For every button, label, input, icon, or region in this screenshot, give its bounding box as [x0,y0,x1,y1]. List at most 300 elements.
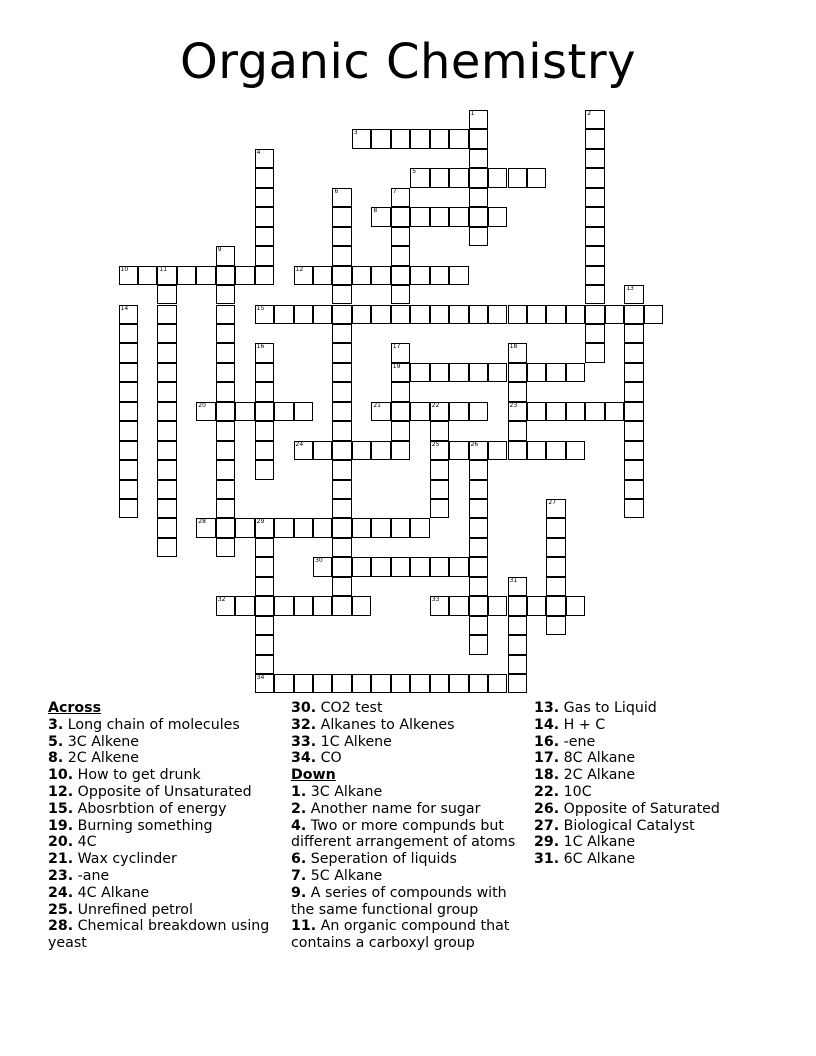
grid-cell[interactable] [294,266,313,285]
grid-cell[interactable] [274,518,293,537]
grid-cell[interactable] [391,674,410,693]
grid-cell[interactable] [255,596,274,615]
grid-cell[interactable] [449,363,468,382]
grid-cell[interactable] [585,129,604,148]
grid-cell[interactable] [624,441,643,460]
grid-cell[interactable] [332,596,351,615]
grid-cell[interactable] [585,343,604,362]
grid-cell[interactable] [313,518,332,537]
grid-cell[interactable] [157,460,176,479]
clue-number: 11. [291,918,317,935]
grid-cell[interactable] [216,305,235,324]
grid-cell[interactable] [255,616,274,635]
grid-cell[interactable] [157,499,176,518]
grid-cell[interactable] [313,305,332,324]
grid-cell[interactable] [449,129,468,148]
grid-cell[interactable] [119,343,138,362]
grid-cell[interactable] [196,266,215,285]
grid-cell[interactable] [294,402,313,421]
grid-cell[interactable] [566,305,585,324]
grid-cell[interactable] [449,402,468,421]
grid-cell[interactable] [332,363,351,382]
grid-cell[interactable] [352,674,371,693]
grid-cell[interactable] [585,188,604,207]
grid-cell[interactable] [391,266,410,285]
grid-cell[interactable] [508,363,527,382]
grid-cell[interactable] [508,402,527,421]
grid-cell[interactable] [469,227,488,246]
grid-cell[interactable] [546,557,565,576]
grid-cell[interactable] [157,421,176,440]
grid-cell[interactable] [294,441,313,460]
grid-cell[interactable] [508,577,527,596]
grid-cell[interactable] [469,110,488,129]
grid-cell[interactable] [566,363,585,382]
grid-cell[interactable] [410,402,429,421]
grid-cell[interactable] [352,266,371,285]
cell-number: 34 [256,674,265,682]
grid-cell[interactable] [469,207,488,226]
grid-cell[interactable] [546,577,565,596]
clue-text: 4C [73,834,97,851]
grid-cell[interactable] [430,480,449,499]
grid-cell[interactable] [313,266,332,285]
grid-cell[interactable] [352,518,371,537]
grid-cell[interactable] [332,188,351,207]
grid-cell[interactable] [508,616,527,635]
grid-cell[interactable] [469,557,488,576]
grid-cell[interactable] [410,674,429,693]
grid-cell[interactable] [119,460,138,479]
grid-cell[interactable] [410,557,429,576]
grid-cell[interactable] [546,402,565,421]
grid-cell[interactable] [546,499,565,518]
grid-cell[interactable] [371,441,390,460]
grid-cell[interactable] [352,305,371,324]
grid-cell[interactable] [585,207,604,226]
grid-cell[interactable] [216,324,235,343]
grid-cell[interactable] [391,421,410,440]
grid-cell[interactable] [508,305,527,324]
grid-cell[interactable] [488,363,507,382]
grid-cell[interactable] [430,674,449,693]
grid-cell[interactable] [274,596,293,615]
grid-cell[interactable] [488,168,507,187]
grid-cell[interactable] [527,402,546,421]
grid-cell[interactable] [624,324,643,343]
grid-cell[interactable] [566,402,585,421]
grid-cell[interactable] [430,596,449,615]
grid-cell[interactable] [371,266,390,285]
grid-cell[interactable] [157,402,176,421]
grid-cell[interactable] [157,266,176,285]
grid-cell[interactable] [294,674,313,693]
grid-cell[interactable] [255,363,274,382]
grid-cell[interactable] [469,305,488,324]
grid-cell[interactable] [469,616,488,635]
grid-cell[interactable] [469,518,488,537]
grid-cell[interactable] [449,266,468,285]
grid-cell[interactable] [508,655,527,674]
grid-cell[interactable] [255,149,274,168]
grid-cell[interactable] [391,518,410,537]
grid-cell[interactable] [469,499,488,518]
clue-number: 1. [291,783,307,800]
grid-cell[interactable] [430,441,449,460]
grid-cell[interactable] [255,227,274,246]
grid-cell[interactable] [391,363,410,382]
grid-cell[interactable] [469,168,488,187]
grid-cell[interactable] [255,635,274,654]
grid-cell[interactable] [469,577,488,596]
grid-cell[interactable] [469,129,488,148]
grid-cell[interactable] [449,441,468,460]
grid-cell[interactable] [157,538,176,557]
grid-cell[interactable] [216,363,235,382]
grid-cell[interactable] [255,538,274,557]
grid-cell[interactable] [585,324,604,343]
grid-cell[interactable] [255,557,274,576]
grid-cell[interactable] [352,557,371,576]
grid-cell[interactable] [313,596,332,615]
grid-cell[interactable] [449,557,468,576]
grid-cell[interactable] [216,596,235,615]
grid-cell[interactable] [216,441,235,460]
grid-cell[interactable] [332,207,351,226]
grid-cell[interactable] [546,305,565,324]
grid-cell[interactable] [624,363,643,382]
grid-cell[interactable] [391,246,410,265]
grid-cell[interactable] [527,363,546,382]
grid-cell[interactable] [235,518,254,537]
grid-cell[interactable] [469,441,488,460]
grid-cell[interactable] [644,305,663,324]
grid-cell[interactable] [255,421,274,440]
grid-cell[interactable] [119,499,138,518]
grid-cell[interactable] [255,460,274,479]
grid-cell[interactable] [430,266,449,285]
grid-cell[interactable] [410,363,429,382]
grid-cell[interactable] [216,285,235,304]
clue-text: 3C Alkane [306,783,383,800]
grid-cell[interactable] [605,402,624,421]
grid-cell[interactable] [332,460,351,479]
grid-cell[interactable] [605,305,624,324]
grid-cell[interactable] [430,129,449,148]
grid-cell[interactable] [332,246,351,265]
grid-cell[interactable] [430,207,449,226]
grid-cell[interactable] [469,149,488,168]
grid-cell[interactable] [624,480,643,499]
grid-cell[interactable] [332,499,351,518]
grid-cell[interactable] [410,518,429,537]
grid-cell[interactable] [391,382,410,401]
grid-cell[interactable] [624,305,643,324]
clue-number: 34. [291,750,317,767]
grid-cell[interactable] [508,343,527,362]
grid-cell[interactable] [371,129,390,148]
grid-cell[interactable] [488,441,507,460]
grid-cell[interactable] [391,402,410,421]
grid-cell[interactable] [391,188,410,207]
grid-cell[interactable] [488,674,507,693]
grid-cell[interactable] [196,518,215,537]
grid-cell[interactable] [332,343,351,362]
grid-cell[interactable] [216,421,235,440]
grid-cell[interactable] [157,382,176,401]
grid-cell[interactable] [624,421,643,440]
grid-cell[interactable] [119,421,138,440]
grid-cell[interactable] [488,596,507,615]
grid-cell[interactable] [469,674,488,693]
clue-number: 17. [534,750,560,767]
grid-cell[interactable] [585,149,604,168]
grid-cell[interactable] [352,129,371,148]
grid-cell[interactable] [469,635,488,654]
grid-cell[interactable] [391,557,410,576]
grid-cell[interactable] [624,285,643,304]
grid-cell[interactable] [585,227,604,246]
grid-cell[interactable] [371,207,390,226]
grid-cell[interactable] [391,129,410,148]
grid-cell[interactable] [332,305,351,324]
grid-cell[interactable] [332,285,351,304]
grid-cell[interactable] [332,402,351,421]
across-clue [48,902,283,919]
grid-cell[interactable] [546,518,565,537]
clue-number: 7. [291,867,307,884]
grid-cell[interactable] [371,557,390,576]
grid-cell[interactable] [119,382,138,401]
grid-cell[interactable] [332,518,351,537]
grid-cell[interactable] [294,305,313,324]
grid-cell[interactable] [157,343,176,362]
clue-number: 16. [534,733,560,750]
grid-cell[interactable] [196,402,215,421]
grid-cell[interactable] [566,596,585,615]
clue-text: 3C Alkene [63,733,140,750]
grid-cell[interactable] [235,266,254,285]
grid-cell[interactable] [157,363,176,382]
grid-cell[interactable] [430,460,449,479]
grid-cell[interactable] [119,305,138,324]
grid-cell[interactable] [508,382,527,401]
grid-cell[interactable] [119,402,138,421]
clue-text: H + C [559,716,606,733]
grid-cell[interactable] [508,596,527,615]
grid-cell[interactable] [430,305,449,324]
grid-cell[interactable] [430,363,449,382]
grid-cell[interactable] [585,110,604,129]
grid-cell[interactable] [216,538,235,557]
grid-cell[interactable] [391,285,410,304]
grid-cell[interactable] [274,402,293,421]
grid-cell[interactable] [255,655,274,674]
grid-cell[interactable] [410,207,429,226]
grid-cell[interactable] [449,168,468,187]
grid-cell[interactable] [410,129,429,148]
clue-text: Burning something [73,817,213,834]
grid-cell[interactable] [119,480,138,499]
grid-cell[interactable] [313,441,332,460]
grid-cell[interactable] [469,363,488,382]
grid-cell[interactable] [332,441,351,460]
grid-cell[interactable] [157,441,176,460]
grid-cell[interactable] [255,207,274,226]
grid-cell[interactable] [216,480,235,499]
grid-cell[interactable] [546,441,565,460]
grid-cell[interactable] [332,674,351,693]
grid-cell[interactable] [255,402,274,421]
grid-cell[interactable] [119,266,138,285]
grid-cell[interactable] [255,441,274,460]
grid-cell[interactable] [527,168,546,187]
grid-cell[interactable] [157,285,176,304]
grid-cell[interactable] [391,343,410,362]
grid-cell[interactable] [508,635,527,654]
grid-cell[interactable] [157,305,176,324]
grid-cell[interactable] [546,596,565,615]
grid-cell[interactable] [138,266,157,285]
grid-cell[interactable] [469,538,488,557]
grid-cell[interactable] [585,285,604,304]
grid-cell[interactable] [332,266,351,285]
grid-cell[interactable] [352,596,371,615]
grid-cell[interactable] [216,266,235,285]
grid-cell[interactable] [235,596,254,615]
grid-cell[interactable] [430,499,449,518]
clue-number: 29. [534,834,560,851]
grid-cell[interactable] [488,207,507,226]
grid-cell[interactable] [255,168,274,187]
grid-cell[interactable] [216,246,235,265]
grid-cell[interactable] [585,266,604,285]
grid-cell[interactable] [585,246,604,265]
grid-cell[interactable] [430,168,449,187]
grid-cell[interactable] [255,577,274,596]
grid-cell[interactable] [274,674,293,693]
grid-cell[interactable] [216,382,235,401]
grid-cell[interactable] [585,305,604,324]
grid-cell[interactable] [255,674,274,693]
grid-cell[interactable] [216,343,235,362]
grid-cell[interactable] [624,343,643,362]
grid-cell[interactable] [430,421,449,440]
grid-cell[interactable] [294,518,313,537]
grid-cell[interactable] [508,168,527,187]
grid-cell[interactable] [624,460,643,479]
grid-cell[interactable] [216,518,235,537]
grid-cell[interactable] [624,382,643,401]
grid-cell[interactable] [410,305,429,324]
grid-cell[interactable] [410,168,429,187]
grid-cell[interactable] [255,343,274,362]
grid-cell[interactable] [294,596,313,615]
grid-cell[interactable] [469,460,488,479]
grid-cell[interactable] [255,382,274,401]
grid-cell[interactable] [371,674,390,693]
grid-cell[interactable] [255,246,274,265]
grid-cell[interactable] [177,266,196,285]
grid-cell[interactable] [624,402,643,421]
grid-cell[interactable] [449,305,468,324]
grid-cell[interactable] [157,480,176,499]
grid-cell[interactable] [430,402,449,421]
grid-cell[interactable] [332,577,351,596]
grid-cell[interactable] [391,227,410,246]
grid-cell[interactable] [216,499,235,518]
grid-cell[interactable] [119,324,138,343]
grid-cell[interactable] [585,402,604,421]
grid-cell[interactable] [391,207,410,226]
grid-cell[interactable] [410,266,429,285]
grid-cell[interactable] [391,441,410,460]
grid-cell[interactable] [157,324,176,343]
grid-cell[interactable] [157,518,176,537]
grid-cell[interactable] [391,305,410,324]
grid-cell[interactable] [527,441,546,460]
grid-cell[interactable] [469,402,488,421]
grid-cell[interactable] [352,441,371,460]
grid-cell[interactable] [469,596,488,615]
grid-cell[interactable] [449,596,468,615]
grid-cell[interactable] [546,616,565,635]
grid-cell[interactable] [371,518,390,537]
grid-cell[interactable] [119,363,138,382]
grid-cell[interactable] [255,518,274,537]
grid-cell[interactable] [332,557,351,576]
grid-cell[interactable] [546,538,565,557]
grid-cell[interactable] [508,421,527,440]
grid-cell[interactable] [255,266,274,285]
grid-cell[interactable] [527,305,546,324]
grid-cell[interactable] [332,227,351,246]
grid-cell[interactable] [313,557,332,576]
grid-cell[interactable] [371,402,390,421]
grid-cell[interactable] [313,674,332,693]
grid-cell[interactable] [332,382,351,401]
grid-cell[interactable] [255,305,274,324]
grid-cell[interactable] [371,305,390,324]
grid-cell[interactable] [449,207,468,226]
grid-cell[interactable] [508,674,527,693]
grid-cell[interactable] [430,557,449,576]
grid-cell[interactable] [469,188,488,207]
grid-cell[interactable] [216,402,235,421]
grid-cell[interactable] [546,363,565,382]
clue-text: Unrefined petrol [73,901,193,918]
grid-cell[interactable] [332,480,351,499]
grid-cell[interactable] [235,402,254,421]
down-clue [291,885,531,919]
grid-cell[interactable] [274,305,293,324]
grid-cell[interactable] [527,596,546,615]
grid-cell[interactable] [332,538,351,557]
grid-cell[interactable] [216,460,235,479]
across-clue [48,717,283,734]
grid-cell[interactable] [566,441,585,460]
grid-cell[interactable] [119,441,138,460]
grid-cell[interactable] [255,188,274,207]
grid-cell[interactable] [332,324,351,343]
grid-cell[interactable] [488,305,507,324]
grid-cell[interactable] [469,480,488,499]
grid-cell[interactable] [332,421,351,440]
grid-cell[interactable] [449,674,468,693]
grid-cell[interactable] [624,499,643,518]
grid-cell[interactable] [585,168,604,187]
grid-cell[interactable] [508,441,527,460]
